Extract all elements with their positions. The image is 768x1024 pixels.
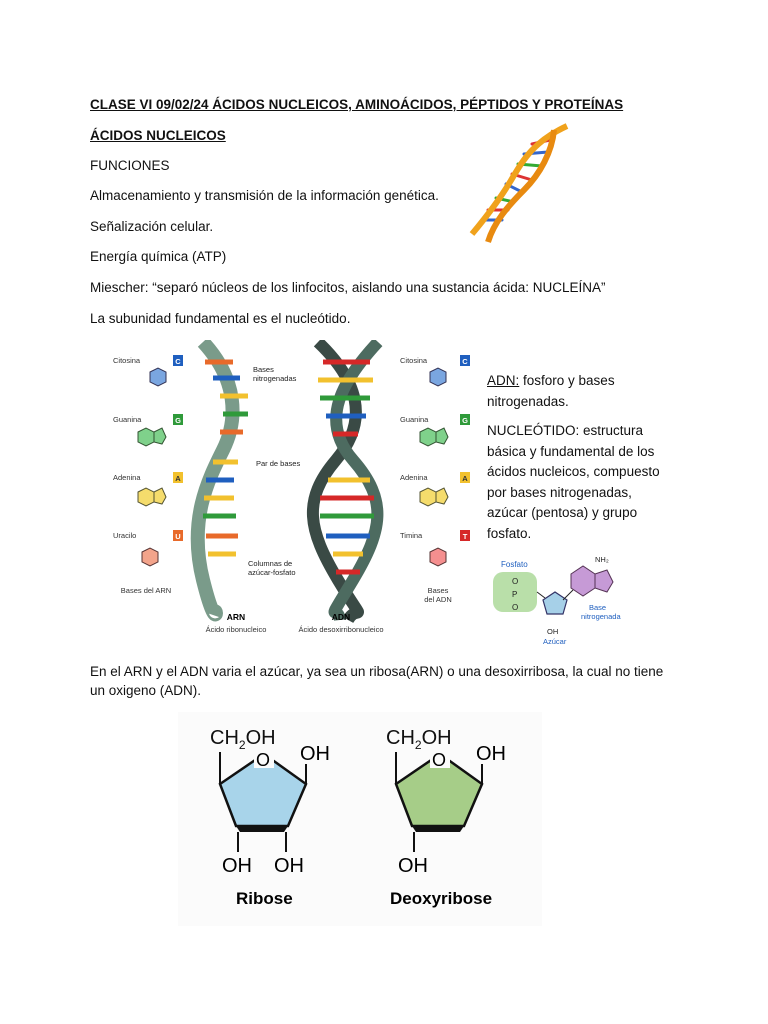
left-caption: Bases del ARN: [120, 586, 172, 595]
left-base-cytosine-label: Citosina: [113, 356, 141, 365]
letter-c-left: C: [175, 357, 181, 366]
ribose-oh-right: OH: [300, 743, 330, 765]
phosphate-o-bottom: O: [512, 603, 519, 612]
ribose-caption: Ribose: [236, 889, 293, 908]
adn-definition: [487, 371, 667, 412]
nucleotide-definition: NUCLEÓTIDO: estructura básica y fundamental de los ácidos nucleicos, compuesto por bases nitrogenadas, azúcar (pentosa) y grupo fosfato.: [487, 423, 660, 541]
right-base-adenine-label: Adenina: [400, 473, 428, 482]
right-caption: Bases del ADN: [424, 586, 452, 604]
left-base-adenine-label: Adenina: [113, 473, 141, 482]
section-heading: ÁCIDOS NUCLEICOS: [90, 128, 226, 143]
base-nitrogenada-label: Base nitrogenada: [581, 603, 621, 621]
pair-label: Par de bases: [256, 459, 301, 468]
arn-adn-diagram: [108, 340, 483, 640]
phosphate-p: P: [512, 590, 518, 599]
nucleotide-structure-diagram: [487, 552, 627, 652]
miescher-quote: Miescher: “separó núcleos de los linfocitos, aislando una sustancia ácida: NUCLEÍNA”: [90, 280, 606, 295]
deoxyribose-caption: Deoxyribose: [390, 889, 493, 908]
bases-nitrogenadas-label: Bases nitrogenadas: [253, 365, 297, 383]
right-base-molecules: [420, 368, 448, 566]
arn-label: ARN: [226, 612, 246, 622]
document-title: CLASE VI 09/02/24 ÁCIDOS NUCLEICOS, AMINOÁCIDOS, PÉPTIDOS Y PROTEÍNAS: [90, 97, 624, 112]
deoxyribose-ch2oh-label: $CH_2OH$: [386, 727, 452, 752]
right-base-guanine-label: Guanina: [400, 415, 429, 424]
left-base-molecules: [138, 368, 166, 566]
function-signaling: Señalización celular.: [90, 219, 214, 234]
nh2-label: NH₂: [595, 555, 609, 564]
letter-c-right: C: [462, 357, 468, 366]
deoxyribose-oh-bottom: OH: [398, 855, 428, 877]
fosfato-label: Fosfato: [501, 560, 528, 569]
ribose-ch2oh-label: $CH_2OH$: [210, 727, 276, 752]
adn-subtitle: Ácido desoxirribonucleico: [298, 625, 384, 634]
functions-heading: FUNCIONES: [90, 158, 170, 173]
azucar-label: Azúcar: [543, 637, 567, 646]
right-base-thymine-label: Timina: [400, 531, 423, 540]
ribose-oh-bottom-left: OH: [222, 855, 252, 877]
letter-g-left: G: [175, 416, 181, 425]
ribose-deoxyribose-diagram: [178, 712, 542, 926]
letter-a-left: A: [175, 474, 181, 483]
deoxyribose-o-label: O: [432, 750, 447, 770]
dna-helix-icon: [462, 122, 582, 247]
left-base-uracil-label: Uracilo: [113, 531, 137, 540]
phosphate-o-top: O: [512, 577, 519, 586]
letter-g-right: G: [462, 416, 468, 425]
oh-label: OH: [547, 627, 559, 636]
sugar-difference-paragraph: En el ARN y el ADN varia el azúcar, ya sea un ribosa(ARN) o una desoxirribosa, la cual no tiene un oxigeno (ADN).: [90, 664, 664, 698]
adn-text: fosforo y bases nitrogenadas.: [487, 373, 615, 409]
ribose-oh-bottom-right: OH: [274, 855, 304, 877]
letter-u-left: U: [175, 532, 181, 541]
function-storage: Almacenamiento y transmisión de la información genética.: [90, 188, 439, 203]
adn-label: ADN: [331, 612, 351, 622]
function-energy: Energía química (ATP): [90, 249, 227, 264]
subunit-statement: La subunidad fundamental es el nucleótido.: [90, 311, 351, 326]
deoxyribose-oh-right: OH: [476, 743, 506, 765]
right-base-cytosine-label: Citosina: [400, 356, 428, 365]
ribose-o-label: O: [256, 750, 271, 770]
arn-subtitle: Ácido ribonucleico: [205, 625, 267, 634]
letter-a-right: A: [462, 474, 468, 483]
left-base-guanine-label: Guanina: [113, 415, 142, 424]
columns-label: Columnas de azúcar-fosfato: [248, 559, 296, 577]
adn-label-underlined: ADN:: [487, 373, 520, 388]
letter-t-right: T: [462, 532, 468, 541]
